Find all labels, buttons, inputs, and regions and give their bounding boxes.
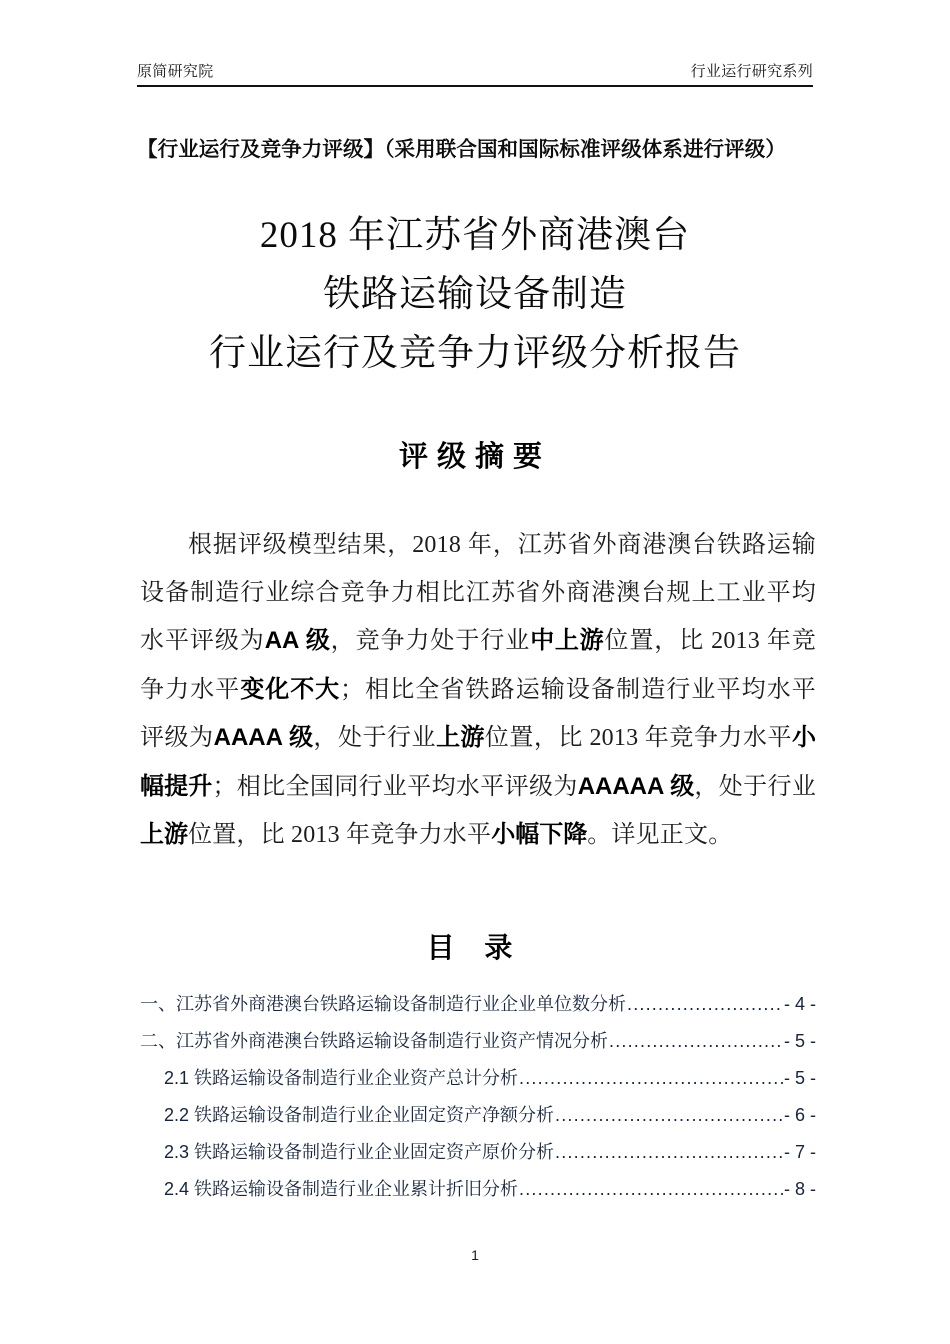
- toc-leader-dots: [555, 1134, 783, 1171]
- toc-leader-dots: [555, 1097, 783, 1134]
- running-header: [137, 62, 813, 87]
- toc-leader-dots: [627, 986, 783, 1023]
- summary-emphasis-national-grade: AAAAA 级: [577, 772, 695, 800]
- summary-heading: 评级摘要: [398, 441, 551, 473]
- summary-emphasis-provincial-grade: AAAA 级: [213, 724, 314, 751]
- toc-entry-page: - 5 -: [783, 1031, 816, 1051]
- toc-entry-page: - 8 -: [783, 1179, 816, 1199]
- title-line-3: 行业运行及竞争力评级分析报告: [209, 333, 741, 374]
- toc-entry-label: 二、江苏省外商港澳台铁路运输设备制造行业资产情况分析: [140, 1031, 608, 1051]
- toc-leader-dots: [519, 1171, 783, 1208]
- summary-text-7: ；相比全国同行业平均水平评级为: [212, 773, 578, 800]
- title-line-2: 铁路运输设备制造: [323, 274, 627, 315]
- toc-entry-page: - 4 -: [783, 994, 816, 1014]
- summary-emphasis-change-3: 小幅下降: [491, 821, 588, 848]
- table-of-contents: [140, 986, 816, 1208]
- summary-text-5: ，处于行业: [313, 725, 437, 751]
- toc-entry[interactable]: [140, 1060, 816, 1097]
- summary-emphasis-change-2: 小幅提升: [140, 724, 817, 800]
- toc-entry[interactable]: [140, 1134, 816, 1171]
- summary-emphasis-position-3: 上游: [140, 821, 188, 848]
- summary-text-4: ；相比全省铁路运输设备制造行业平均水平评级为: [140, 676, 816, 751]
- summary-paragraph: [140, 522, 816, 860]
- summary-emphasis-position-2: 上游: [436, 724, 485, 751]
- footer-page-number: 1: [471, 1247, 479, 1263]
- toc-entry-page: - 7 -: [783, 1142, 816, 1162]
- summary-emphasis-provincial-foreign-grade: AA 级: [264, 627, 331, 654]
- summary-emphasis-change-1: 变化不大: [240, 675, 341, 703]
- summary-emphasis-position-1: 中上游: [530, 627, 605, 654]
- header-left-label: 原简研究院: [137, 63, 214, 80]
- summary-text-8: ，处于行业: [694, 773, 817, 800]
- toc-heading: 目 录: [426, 932, 524, 963]
- toc-entry[interactable]: [140, 1023, 816, 1060]
- toc-entry[interactable]: [140, 1097, 816, 1134]
- summary-text-2: ，竞争力处于行业: [330, 628, 531, 654]
- toc-entry-page: - 5 -: [783, 1068, 816, 1088]
- toc-entry-label: 2.3 铁路运输设备制造行业企业固定资产原价分析: [164, 1142, 555, 1162]
- summary-text-3: 位置，比 2013 年竞争力水平: [140, 628, 817, 703]
- summary-text-1: 根据评级模型结果，2018 年，江苏省外商港澳台铁路运输设备制造行业综合竞争力相比江苏省外商港澳台规上工业平均水平评级为: [140, 532, 816, 654]
- toc-entry-label: 一、江苏省外商港澳台铁路运输设备制造行业企业单位数分析: [140, 994, 626, 1014]
- summary-text-9: 位置，比 2013 年竞争力水平: [188, 822, 492, 848]
- page-title: [0, 206, 950, 383]
- toc-entry[interactable]: [140, 986, 816, 1023]
- summary-text-6: 位置，比 2013 年竞争力水平: [484, 725, 793, 751]
- report-category-subtitle: 【行业运行及竞争力评级】（采用联合国和国际标准评级体系进行评级）: [137, 138, 786, 161]
- toc-entry-label: 2.2 铁路运输设备制造行业企业固定资产净额分析: [164, 1105, 555, 1125]
- toc-leader-dots: [519, 1060, 783, 1097]
- title-line-1: 2018 年江苏省外商港澳台: [259, 215, 691, 256]
- toc-entry-label: 2.1 铁路运输设备制造行业企业资产总计分析: [164, 1068, 519, 1088]
- toc-entry[interactable]: [140, 1171, 816, 1208]
- header-right-label: 行业运行研究系列: [690, 63, 813, 80]
- summary-text-10: 。详见正文。: [587, 822, 733, 848]
- toc-entry-label: 2.4 铁路运输设备制造行业企业累计折旧分析: [164, 1179, 519, 1199]
- toc-leader-dots: [609, 1023, 783, 1060]
- toc-entry-page: - 6 -: [783, 1105, 816, 1125]
